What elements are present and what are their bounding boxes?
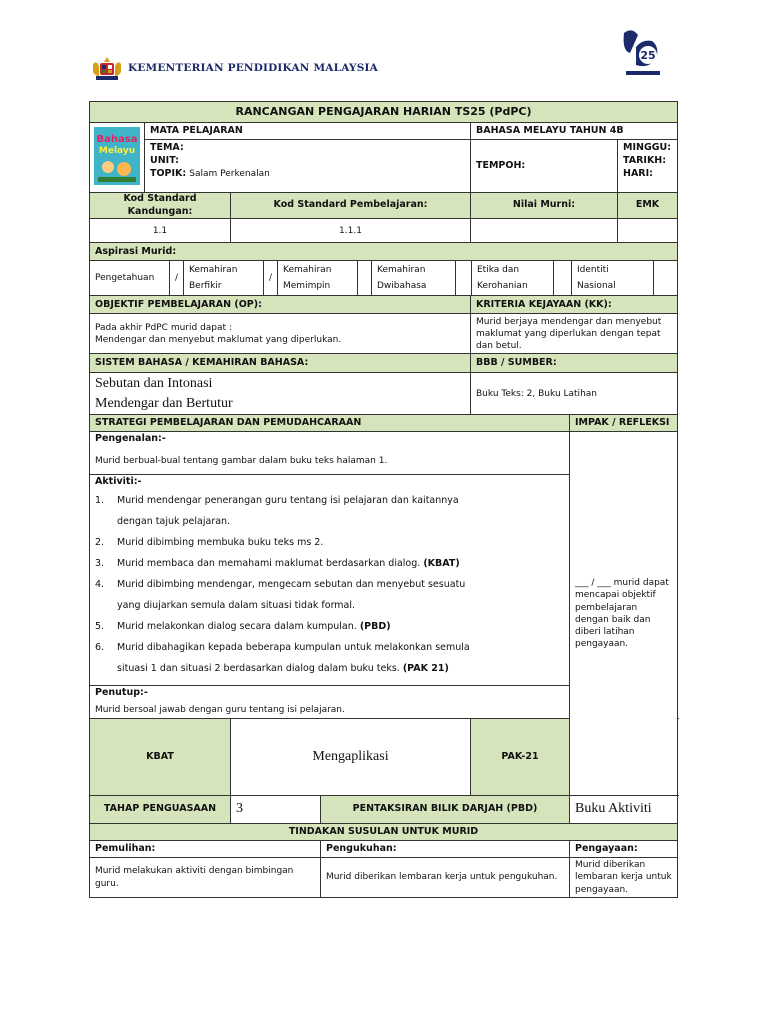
- emk-label: EMK: [618, 192, 678, 219]
- aspirasi-tick: [554, 261, 572, 295]
- aspirasi-tick: [456, 261, 472, 295]
- aktiviti-number: 2.: [95, 536, 105, 548]
- aspirasi-tick: /: [264, 261, 278, 295]
- pemulihan-text: Murid melakukan aktiviti dengan bimbingan guru.: [90, 858, 321, 898]
- objektif-label: OBJEKTIF PEMBELAJARAN (OP):: [90, 296, 471, 314]
- unit-label: UNIT:: [150, 155, 179, 167]
- kriteria-label: KRITERIA KEJAYAAN (KK):: [471, 296, 678, 314]
- plan-title: RANCANGAN PENGAJARAN HARIAN TS25 (PdPC): [90, 102, 678, 123]
- pengayaan-label: Pengayaan:: [570, 841, 678, 858]
- kandungan-value: 1.1: [90, 219, 231, 243]
- kbat-tag: (KBAT): [423, 557, 460, 569]
- topik-value: Salam Perkenalan: [189, 169, 270, 180]
- aspirasi-tick: [358, 261, 372, 295]
- aktiviti-item-continued: [95, 595, 564, 616]
- kbat-value: Mengaplikasi: [231, 719, 471, 796]
- tempoh-label: TEMPOH:: [471, 140, 618, 192]
- pak21-tag: (PAK 21): [402, 662, 449, 674]
- pembelajaran-value: 1.1.1: [231, 219, 471, 243]
- tindakan-label: TINDAKAN SUSULAN UNTUK MURID: [90, 824, 678, 841]
- pbd-label: PENTAKSIRAN BILIK DARJAH (PBD): [321, 796, 570, 824]
- aspirasi-identiti-nasional: Identiti Nasional: [572, 261, 654, 295]
- topik-label: TOPIK:: [150, 168, 187, 180]
- pbd-value: Buku Aktiviti: [570, 796, 678, 824]
- aktiviti-item-continued: [95, 658, 564, 679]
- tema-label: TEMA:: [150, 142, 184, 154]
- pengayaan-text: Murid diberikan lembaran kerja untuk pengayaan.: [570, 858, 678, 898]
- aktiviti-text: yang diujarkan semula dalam situasi tidak formal.: [117, 599, 356, 611]
- pbd-tag: (PBD): [359, 620, 391, 632]
- tahap-value: 3: [231, 796, 321, 824]
- aspirasi-pengetahuan: Pengetahuan: [90, 261, 170, 295]
- aktiviti-number: 3.: [95, 557, 105, 569]
- aktiviti-number: 1.: [95, 494, 105, 506]
- bbb-label: BBB / SUMBER:: [471, 354, 678, 373]
- bbb-text: Buku Teks: 2, Buku Latihan: [471, 373, 678, 415]
- minggu-tarikh-hari: [618, 140, 678, 192]
- aktiviti-text: Murid mendengar penerangan guru tentang isi pelajaran dan kaitannya: [117, 494, 459, 506]
- aktiviti-item: [95, 553, 564, 574]
- sistem-bahasa-label: SISTEM BAHASA / KEMAHIRAN BAHASA:: [90, 354, 471, 373]
- minggu-label: MINGGU:: [623, 142, 672, 154]
- hari-label: HARI:: [623, 168, 653, 180]
- textbook-cover-icon: [94, 127, 140, 185]
- ministry-name: KEMENTERIAN PENDIDIKAN MALAYSIA: [128, 62, 378, 74]
- aspirasi-etika-kerohanian: Etika dan Kerohanian: [472, 261, 554, 295]
- penutup-text: Murid bersoal jawab dengan guru tentang isi pelajaran.: [90, 701, 570, 719]
- strategi-label: STRATEGI PEMBELAJARAN DAN PEMUDAHCARAAN: [90, 415, 570, 432]
- aktiviti-text: Murid dibimbing membuka buku teks ms 2.: [117, 536, 324, 548]
- aktiviti-list-cell: [90, 490, 570, 686]
- aspirasi-tick: [654, 261, 674, 295]
- pengenalan-label: Pengenalan:-: [90, 432, 570, 447]
- lesson-plan-table: [89, 101, 678, 898]
- aktiviti-number: 5.: [95, 620, 105, 632]
- sistem-line-1: Sebutan dan Intonasi: [95, 375, 213, 391]
- kriteria-text: Murid berjaya mendengar dan menyebut maklumat yang diperlukan dengan tepat dan betul.: [471, 314, 678, 354]
- aktiviti-item-continued: [95, 511, 564, 532]
- aktiviti-number: 4.: [95, 578, 105, 590]
- kbat-label: KBAT: [90, 719, 231, 796]
- aktiviti-item: [95, 637, 564, 658]
- subject-value: BAHASA MELAYU TAHUN 4B: [471, 123, 678, 140]
- kandungan-label: Kod Standard Kandungan:: [90, 192, 231, 219]
- aspirasi-kemahiran-memimpin: Kemahiran Memimpin: [278, 261, 358, 295]
- aktiviti-list: [95, 490, 564, 679]
- tahap-label: TAHAP PENGUASAAN: [90, 796, 231, 824]
- objektif-line-1: Pada akhir PdPC murid dapat :: [95, 322, 232, 333]
- tema-unit-topik: [145, 140, 471, 192]
- subject-label: MATA PELAJARAN: [145, 123, 471, 140]
- aktiviti-item: [95, 574, 564, 595]
- logo-number: 25: [640, 49, 656, 62]
- aspirasi-tick: /: [170, 261, 184, 295]
- tarikh-label: TARIKH:: [623, 155, 667, 167]
- pemulihan-label: Pemulihan:: [90, 841, 321, 858]
- aktiviti-number: 6.: [95, 641, 105, 653]
- aktiviti-text: Murid membaca dan memahami maklumat berdasarkan dialog.: [117, 557, 421, 569]
- pengukuhan-label: Pengukuhan:: [321, 841, 570, 858]
- cover-title-2: Melayu: [98, 146, 136, 156]
- penutup-label: Penutup:-: [90, 686, 570, 701]
- objektif-text: [90, 314, 471, 354]
- aktiviti-text: Murid dibahagikan kepada beberapa kumpulan untuk melakonkan semula: [117, 641, 470, 653]
- aspirasi-kemahiran-berfikir: Kemahiran Berfikir: [184, 261, 264, 295]
- nilai-murni-label: Nilai Murni:: [471, 192, 618, 219]
- pembelajaran-label: Kod Standard Pembelajaran:: [231, 192, 471, 219]
- aktiviti-text: Murid melakonkan dialog secara dalam kumpulan.: [117, 620, 357, 632]
- impak-text: ___ / ___ murid dapat mencapai objektif pembelajaran dengan baik dan diberi latihan pengayaan.: [570, 432, 678, 796]
- nilai-murni-value: [471, 219, 618, 243]
- aktiviti-item: [95, 532, 564, 553]
- book-cover-cell: [90, 123, 145, 193]
- aktiviti-text: situasi 1 dan situasi 2 berdasarkan dialog dalam buku teks.: [117, 662, 400, 674]
- sistem-line-2: Mendengar dan Bertutur: [95, 395, 233, 411]
- pengenalan-text: Murid berbual-bual tentang gambar dalam buku teks halaman 1.: [90, 447, 570, 475]
- aktiviti-item: [95, 490, 564, 511]
- pak21-label: PAK-21: [471, 719, 570, 796]
- sistem-bahasa-text: [90, 373, 471, 415]
- emk-value: [618, 219, 678, 243]
- aspirasi-label: Aspirasi Murid:: [90, 243, 678, 261]
- malaysia-crest-icon: [90, 54, 124, 84]
- pengukuhan-text: Murid diberikan lembaran kerja untuk pengukuhan.: [321, 858, 570, 898]
- objektif-line-2: Mendengar dan menyebut maklumat yang diperlukan.: [95, 334, 342, 345]
- aspirasi-kemahiran-dwibahasa: Kemahiran Dwibahasa: [372, 261, 456, 295]
- ts25-logo-icon: [618, 25, 668, 83]
- aktiviti-text: Murid dibimbing mendengar, mengecam sebutan dan menyebut sesuatu: [117, 578, 466, 590]
- aktiviti-label: Aktiviti:-: [90, 475, 570, 490]
- cover-title-1: Bahasa: [96, 134, 138, 145]
- page-header: [90, 49, 680, 92]
- impak-label: IMPAK / REFLEKSI: [570, 415, 678, 432]
- aktiviti-item: [95, 616, 564, 637]
- aspirasi-row: [90, 261, 678, 296]
- aktiviti-text: dengan tajuk pelajaran.: [117, 515, 231, 527]
